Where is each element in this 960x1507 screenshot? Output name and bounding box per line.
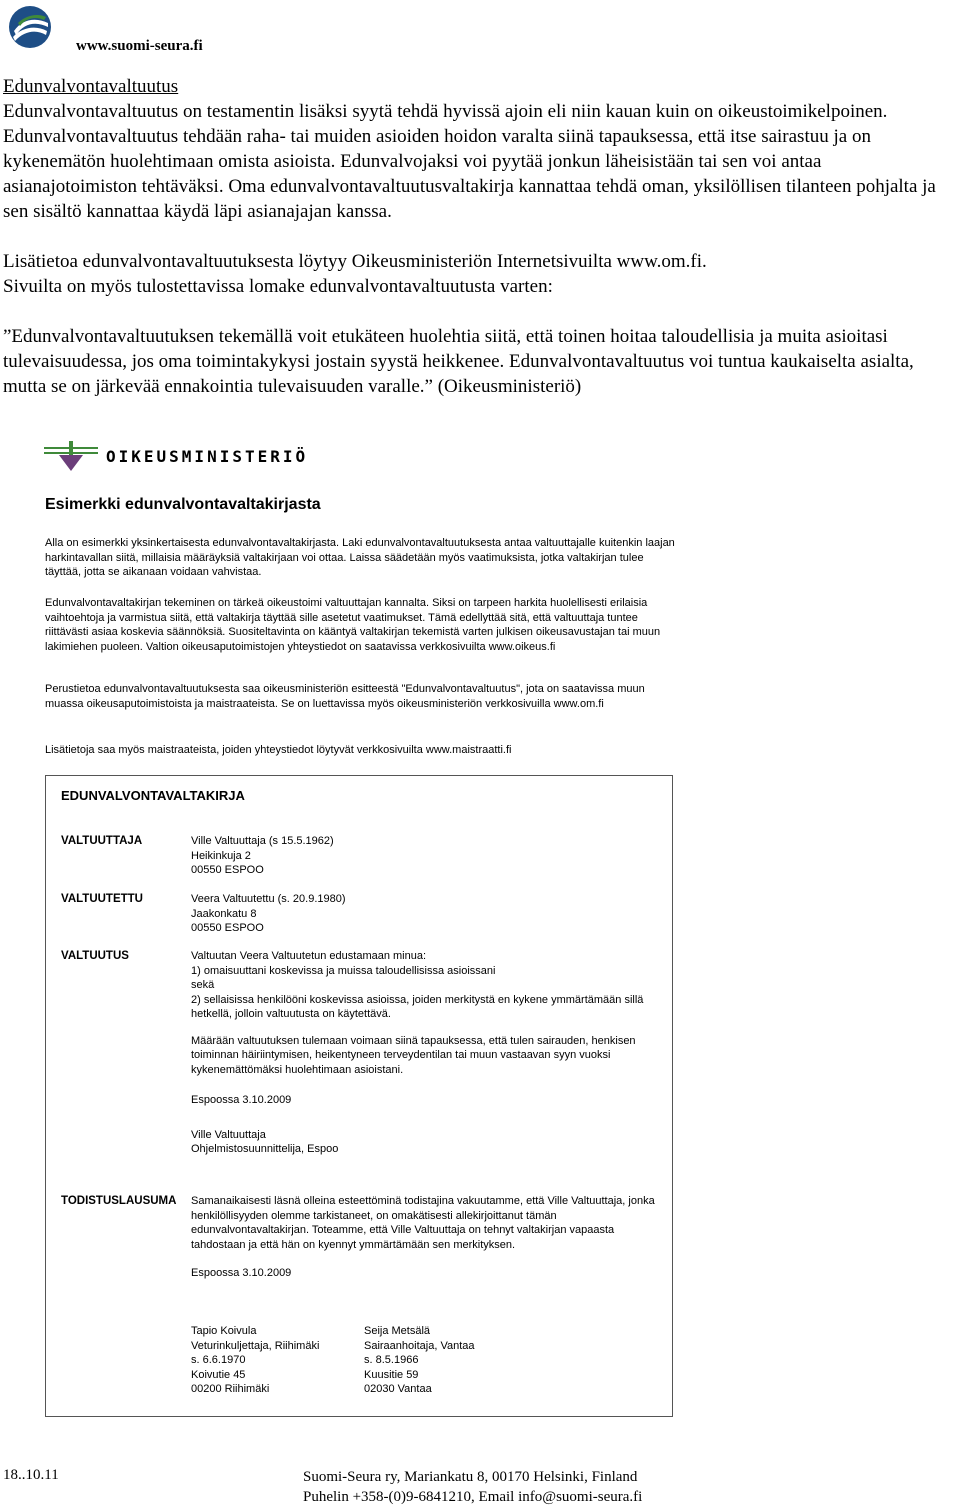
form-note-paragraph: Sivuilta on myös tulostettavissa lomake edunvalvontavaltuutusta varten:: [3, 276, 553, 297]
form-date: Espoossa 3.10.2009: [191, 1094, 292, 1106]
form-title: EDUNVALVONTAVALTAKIRJA: [61, 788, 245, 803]
form-label-valtuutettu: VALTUUTETTU: [61, 893, 143, 905]
form-line: 2) sellaisissa henkilööni koskevissa asioissa, joiden merkitystä en kykene ymmärtämään sillä hetkellä, jolloin valtuutusta on käytettävä.: [191, 993, 644, 1020]
ministry-paragraph: Lisätietoja saa myös maistraateista, joiden yhteystiedot löytyvät verkkosivuilta www.maistraatti.fi: [45, 744, 512, 756]
form-label-todistuslausuma: TODISTUSLAUSUMA: [61, 1195, 177, 1207]
witness-line: Seija Metsälä: [364, 1325, 431, 1337]
scales-of-justice-icon: [44, 441, 98, 471]
form-line: 00550 ESPOO: [191, 922, 264, 934]
witness-line: 00200 Riihimäki: [191, 1383, 270, 1395]
form-line: sekä: [191, 979, 215, 991]
section-heading: Edunvalvontavaltuutus: [3, 76, 179, 97]
form-value-valtuuttaja: [191, 834, 661, 878]
form-line: 1) omaisuuttani koskevissa ja muissa taloudellisissa asioissani: [191, 964, 496, 977]
example-title: Esimerkki edunvalvontavaltakirjasta: [45, 496, 321, 513]
form-value-todistuslausuma: [191, 1194, 661, 1281]
form-line: Jaakonkatu 8: [191, 907, 257, 920]
suomi-seura-logo-icon: [8, 5, 52, 49]
quote-paragraph: ”Edunvalvontavaltuutuksen tekemällä voit etukäteen huolehtia siitä, että toinen hoitaa taloudellisia ja muita asioitasi tulevaisuudessa, jos oma toimintakykysi jostain syystä heikkenee. Edunvalvontavaltuutus voi tuntua kaukaiselta asialta, mutta se on järkevää ennakointia tulevaisuuden varalle.” (Oikeusministeriö): [3, 326, 914, 397]
form-value-valtuutettu: [191, 892, 661, 936]
form-line: 00550 ESPOO: [191, 864, 264, 876]
form-line: Ville Valtuuttaja (s 15.5.1962): [191, 835, 334, 847]
ministry-paragraph: Perustietoa edunvalvontavaltuutuksesta saa oikeusministeriön esitteestä "Edunvalvontavaltuutus", jota on saatavissa muun muassa oikeusaputoimistoista ja maistraateista. Se on luettavissa myös oikeusministeriön verkkosivuilla www.om.fi: [45, 683, 645, 710]
ministry-logo-text: OIKEUSMINISTERIÖ: [106, 446, 309, 466]
footer-contact: Puhelin +358-(0)9-6841210, Email info@suomi-seura.fi: [303, 1489, 643, 1505]
witness-line: s. 8.5.1966: [364, 1354, 419, 1366]
form-line: Samanaikaisesti läsnä olleina esteettöminä todistajina vakuutamme, että Ville Valtuuttaja, jonka henkilöllisyyden olemme tarkistaneet, on omakätisesti allekirjoittanut tämän edunvalvontavaltakirjan. Toteamme, että Ville Valtuuttaja on tehnyt valtakirjan vapaasta tahdostaan ja että hän on kyennyt ymmärtämään sen merkityksen.: [191, 1195, 655, 1251]
witness-line: Koivutie 45: [191, 1368, 246, 1381]
form-line: Veera Valtuutettu (s. 20.9.1980): [191, 893, 346, 905]
ministry-paragraph: Alla on esimerkki yksinkertaisesta edunvalvontavaltakirjasta. Laki edunvalvontavaltuutuksesta antaa valtuuttajalle kuitenkin laajan harkintavallan siitä, millaisia määräyksiä valtakirjaan voi ottaa. Laissa säädetään myös vaatimuksista, jotka valtakirjan tulee täyttää, jotta se aikanaan voidaan vahvistaa.: [45, 537, 675, 579]
power-of-attorney-form: [45, 775, 673, 1417]
info-paragraph: Lisätietoa edunvalvontavaltuutuksesta löytyy Oikeusministeriön Internetsivuilta www.om.fi.: [3, 251, 707, 272]
witness-line: Kuusitie 59: [364, 1368, 419, 1381]
form-label-valtuuttaja: VALTUUTTAJA: [61, 835, 143, 847]
form-signer-name: Ville Valtuuttaja: [191, 1128, 266, 1141]
footer-address: Suomi-Seura ry, Mariankatu 8, 00170 Helsinki, Finland: [303, 1469, 638, 1485]
witness-line: s. 6.6.1970: [191, 1354, 246, 1366]
form-date: Espoossa 3.10.2009: [191, 1267, 292, 1279]
main-content: [3, 74, 960, 399]
ministry-paragraph: Edunvalvontavaltakirjan tekeminen on tärkeä oikeustoimi valtuuttajan kannalta. Siksi on tarpeen harkita huolellisesti erilaisia vaihtoehtoja ja varmistua siitä, että valtakirja täyttää sille asetetut vaatimukset. Tämä edellyttää sitä, että valtuuttaja tuntee riittävästi asiaa koskevia säännöksiä. Suositeltavinta on kääntyä valtakirjan tekemistä varten julkisen oikeusavustajan tai muun lakimiehen puoleen. Valtion oikeusaputoimistojen yhteystiedot on saatavissa verkkosivuilta www.oikeus.fi: [45, 597, 661, 653]
witness-1: [191, 1324, 361, 1397]
intro-paragraph: Edunvalvontavaltuutus on testamentin lisäksi syytä tehdä hyvissä ajoin eli niin kauan kuin on oikeustoimikelpoinen. Edunvalvontavaltuutus tehdään raha- tai muiden asioiden hoidon varalta siinä tapauksessa, että itse sairastuu ja on kykenemätön huolehtimaan omista asioista. Edunvalvojaksi voi pyytää jonkun läheisistään tai sen voi antaa asianajotoimiston tehtäväksi. Oma edunvalvontavaltuutusvaltakirja kannattaa tehdä oman, yksilöllisen tilanteen pohjalta ja sen sisältö kannattaa käydä läpi asianajajan kanssa.: [3, 101, 936, 222]
form-line: Valtuutan Veera Valtuutetun edustamaan minua:: [191, 950, 427, 962]
form-signer-title: Ohjelmistosuunnittelija, Espoo: [191, 1143, 339, 1155]
form-line: Määrään valtuutuksen tulemaan voimaan siinä tapauksessa, että tulen sairauden, henkisen toiminnan häiriintymisen, heikentyneen terveydentilan tai muun vastaavan syyn vuoksi kykenemättömäksi huolehtimaan asioistani.: [191, 1034, 636, 1076]
ministry-logo: [44, 438, 676, 474]
witness-line: Sairaanhoitaja, Vantaa: [364, 1339, 475, 1352]
witness-line: 02030 Vantaa: [364, 1383, 432, 1395]
footer-date: 18..10.11: [3, 1467, 59, 1483]
witness-2: [364, 1324, 544, 1397]
witness-line: Tapio Koivula: [191, 1325, 257, 1337]
form-label-valtuutus: VALTUUTUS: [61, 950, 129, 962]
witness-line: Veturinkuljettaja, Riihimäki: [191, 1339, 320, 1352]
site-url[interactable]: www.suomi-seura.fi: [76, 38, 203, 54]
form-line: Heikinkuja 2: [191, 849, 251, 862]
form-value-valtuutus: [191, 949, 661, 1157]
footer-organization: [303, 1467, 642, 1507]
ministry-example: [44, 438, 676, 756]
